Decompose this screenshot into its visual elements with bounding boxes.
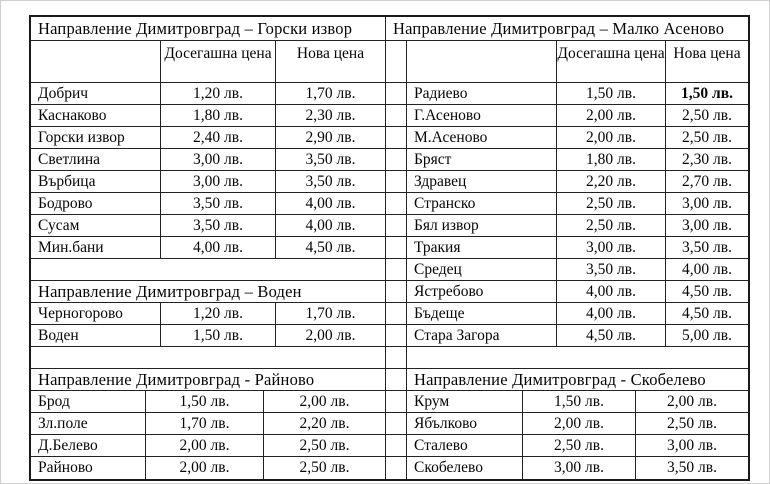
destination-cell: Горски извор: [31, 127, 161, 148]
gutter-cell: [386, 215, 407, 236]
old-price-cell: 1,50 лв.: [523, 391, 636, 412]
gutter-cell: [386, 347, 407, 368]
gutter-cell: [386, 105, 407, 126]
new-price-header: Нова цена: [673, 45, 741, 62]
gutter-cell: [386, 457, 407, 479]
destination-cell: Брод: [31, 391, 146, 412]
new-price-cell: 3,00 лв.: [667, 436, 717, 454]
gutter-cell: [386, 237, 407, 258]
destination-cell: Странско: [407, 193, 557, 214]
destination-cell: Тракия: [407, 237, 557, 258]
section-title: Направление Димитровград – Горски извор: [31, 17, 386, 40]
gutter-cell: [386, 369, 407, 390]
destination-cell: Г.Асеново: [407, 105, 557, 126]
fare-row: [386, 391, 748, 413]
old-price-cell: 2,40 лв.: [161, 127, 276, 148]
new-price-cell: 2,30 лв.: [276, 105, 386, 126]
section-title-row: [386, 369, 748, 391]
old-price-cell: 1,80 лв.: [557, 149, 666, 170]
fare-row: [31, 303, 386, 325]
new-price-cell: 4,50 лв.: [682, 304, 732, 322]
empty-spacer-cell: [31, 347, 386, 368]
destination-cell: Добрич: [31, 83, 161, 104]
new-price-cell: 2,00 лв.: [276, 325, 386, 346]
fare-row: [31, 193, 386, 215]
fare-row: [386, 413, 748, 435]
old-price-cell: 2,20 лв.: [557, 171, 666, 192]
section-title-row: [386, 17, 748, 41]
column-header-row: [31, 41, 386, 83]
destination-cell: Сталево: [407, 435, 523, 456]
gutter-cell: [386, 41, 407, 82]
section-title: Направление Димитровград - Скобелево: [414, 369, 706, 389]
gutter-cell: [386, 325, 407, 346]
fare-row: [31, 105, 386, 127]
destination-cell: Д.Белево: [31, 435, 146, 456]
section-title-row: [31, 369, 386, 391]
gutter-cell: [386, 391, 407, 412]
section-title-row: [31, 17, 386, 41]
old-price-cell: 3,50 лв.: [557, 259, 666, 280]
new-price-cell: 4,00 лв.: [276, 193, 386, 214]
fare-row: [31, 325, 386, 347]
old-price-cell: 4,00 лв.: [161, 237, 276, 258]
old-price-cell: 3,00 лв.: [161, 171, 276, 192]
new-price-cell: 1,50 лв.: [681, 84, 733, 102]
new-price-cell: 2,30 лв.: [682, 150, 732, 168]
new-price-cell: 4,50 лв.: [682, 282, 732, 300]
old-price-cell: 2,50 лв.: [523, 435, 636, 456]
gutter-cell: [386, 171, 407, 192]
fare-row: [31, 435, 386, 457]
destination-cell: Черногорово: [31, 303, 161, 324]
fare-row: [386, 281, 748, 303]
new-price-cell: 2,00 лв.: [264, 391, 386, 412]
fare-row: [31, 171, 386, 193]
right-table-half: [386, 17, 748, 479]
destination-cell: Ястребово: [407, 281, 557, 302]
old-price-cell: 1,20 лв.: [161, 303, 276, 324]
destination-cell: Скобелево: [407, 457, 523, 479]
fare-row: [31, 127, 386, 149]
old-price-cell: 2,00 лв.: [557, 105, 666, 126]
spacer-row: [31, 347, 386, 369]
gutter-cell: [386, 193, 407, 214]
gutter-cell: [386, 303, 407, 324]
old-price-cell: 3,50 лв.: [161, 215, 276, 236]
destination-cell: Сусам: [31, 215, 161, 236]
fare-row: [386, 435, 748, 457]
gutter-cell: [386, 413, 407, 434]
old-price-cell: 3,00 лв.: [557, 237, 666, 258]
old-price-cell: 2,50 лв.: [557, 193, 666, 214]
old-price-cell: 1,70 лв.: [146, 413, 264, 434]
old-price-cell: 4,00 лв.: [557, 281, 666, 302]
destination-cell: Радиево: [407, 83, 557, 104]
fare-row: [31, 413, 386, 435]
destination-cell: Крум: [407, 391, 523, 412]
gutter-cell: [386, 435, 407, 456]
destination-cell: Райново: [31, 457, 146, 479]
destination-header-cell: [31, 41, 161, 82]
fare-row: [31, 149, 386, 171]
new-price-cell: 2,00 лв.: [667, 392, 717, 410]
section-title-row: [31, 281, 386, 303]
new-price-cell: 3,00 лв.: [682, 194, 732, 212]
destination-cell: Бряст: [407, 149, 557, 170]
old-price-cell: 4,00 лв.: [557, 303, 666, 324]
new-price-cell: 2,90 лв.: [276, 127, 386, 148]
old-price-cell: 2,00 лв.: [146, 457, 264, 479]
left-table-half: [31, 17, 386, 479]
new-price-cell: 3,50 лв.: [682, 238, 732, 256]
new-price-cell: 2,50 лв.: [264, 435, 386, 456]
new-price-cell: 4,00 лв.: [682, 260, 732, 278]
empty-spacer-cell: [407, 347, 748, 368]
destination-cell: Воден: [31, 325, 161, 346]
column-header-row: [386, 41, 748, 83]
gutter-cell: [386, 149, 407, 170]
fare-row: [386, 215, 748, 237]
old-price-cell: 3,00 лв.: [523, 457, 636, 479]
fare-row: [386, 127, 748, 149]
fare-row: [386, 303, 748, 325]
fare-row: [31, 215, 386, 237]
fare-row: [386, 325, 748, 347]
destination-cell: Бодрово: [31, 193, 161, 214]
new-price-cell: 3,50 лв.: [276, 149, 386, 170]
new-price-cell: 4,50 лв.: [276, 237, 386, 258]
new-price-cell: 3,50 лв.: [276, 171, 386, 192]
destination-cell: Средец: [407, 259, 557, 280]
new-price-cell: 1,70 лв.: [276, 303, 386, 324]
new-price-cell: 2,50 лв.: [264, 457, 386, 479]
old-price-cell: 2,00 лв.: [523, 413, 636, 434]
section-title: Направление Димитровград - Райново: [31, 369, 386, 390]
fare-row: [386, 105, 748, 127]
new-price-cell: 3,00 лв.: [682, 216, 732, 234]
old-price-cell: 1,80 лв.: [161, 105, 276, 126]
old-price-cell: 1,50 лв.: [146, 391, 264, 412]
new-price-header: Нова цена: [276, 41, 386, 82]
destination-cell: Зл.поле: [31, 413, 146, 434]
destination-cell: М.Асеново: [407, 127, 557, 148]
new-price-cell: 2,50 лв.: [667, 414, 717, 432]
section-title: Направление Димитровград – Малко Асеново: [393, 18, 725, 38]
new-price-cell: 3,50 лв.: [667, 459, 717, 476]
gutter-cell: [386, 259, 407, 280]
fare-row: [386, 259, 748, 281]
fare-row: [31, 457, 386, 479]
destination-cell: Каснаково: [31, 105, 161, 126]
empty-spacer-cell: [31, 259, 386, 280]
destination-cell: Бял извор: [407, 215, 557, 236]
gutter-cell: [386, 281, 407, 302]
gutter-cell: [386, 83, 407, 104]
fare-row: [31, 237, 386, 259]
fare-row: [386, 193, 748, 215]
new-price-cell: 2,50 лв.: [682, 128, 732, 146]
destination-cell: Светлина: [31, 149, 161, 170]
new-price-cell: 1,70 лв.: [276, 83, 386, 104]
destination-cell: Здравец: [407, 171, 557, 192]
old-price-cell: 2,00 лв.: [146, 435, 264, 456]
destination-cell: Стара Загора: [407, 325, 557, 346]
fare-row: [386, 457, 748, 479]
gutter-cell: [386, 127, 407, 148]
new-price-cell: 2,20 лв.: [264, 413, 386, 434]
old-price-cell: 3,50 лв.: [161, 193, 276, 214]
old-price-cell: 2,00 лв.: [557, 127, 666, 148]
destination-cell: Върбица: [31, 171, 161, 192]
old-price-header: Досегашна цена: [557, 41, 666, 82]
fare-table-block: [29, 15, 750, 481]
new-price-cell: 5,00 лв.: [682, 326, 732, 344]
spacer-row: [386, 347, 748, 369]
fare-row: [31, 83, 386, 105]
spacer-row: [31, 259, 386, 281]
destination-cell: Мин.бани: [31, 237, 161, 258]
fare-row: [386, 83, 748, 105]
old-price-cell: 3,00 лв.: [161, 149, 276, 170]
fare-row: [386, 237, 748, 259]
new-price-cell: 2,70 лв.: [682, 172, 732, 190]
old-price-cell: 1,20 лв.: [161, 83, 276, 104]
old-price-cell: 2,50 лв.: [557, 215, 666, 236]
new-price-cell: 4,00 лв.: [276, 215, 386, 236]
old-price-cell: 1,50 лв.: [161, 325, 276, 346]
fare-row: [386, 171, 748, 193]
fare-row: [31, 391, 386, 413]
destination-cell: Бъдеще: [407, 303, 557, 324]
new-price-cell: 2,50 лв.: [682, 106, 732, 124]
section-title: Направление Димитровград – Воден: [31, 281, 386, 302]
old-price-cell: 1,50 лв.: [557, 83, 666, 104]
fare-row: [386, 149, 748, 171]
old-price-cell: 4,50 лв.: [557, 325, 666, 346]
old-price-header: Досегашна цена: [161, 41, 276, 82]
destination-header-cell: [407, 41, 557, 82]
destination-cell: Ябълково: [407, 413, 523, 434]
